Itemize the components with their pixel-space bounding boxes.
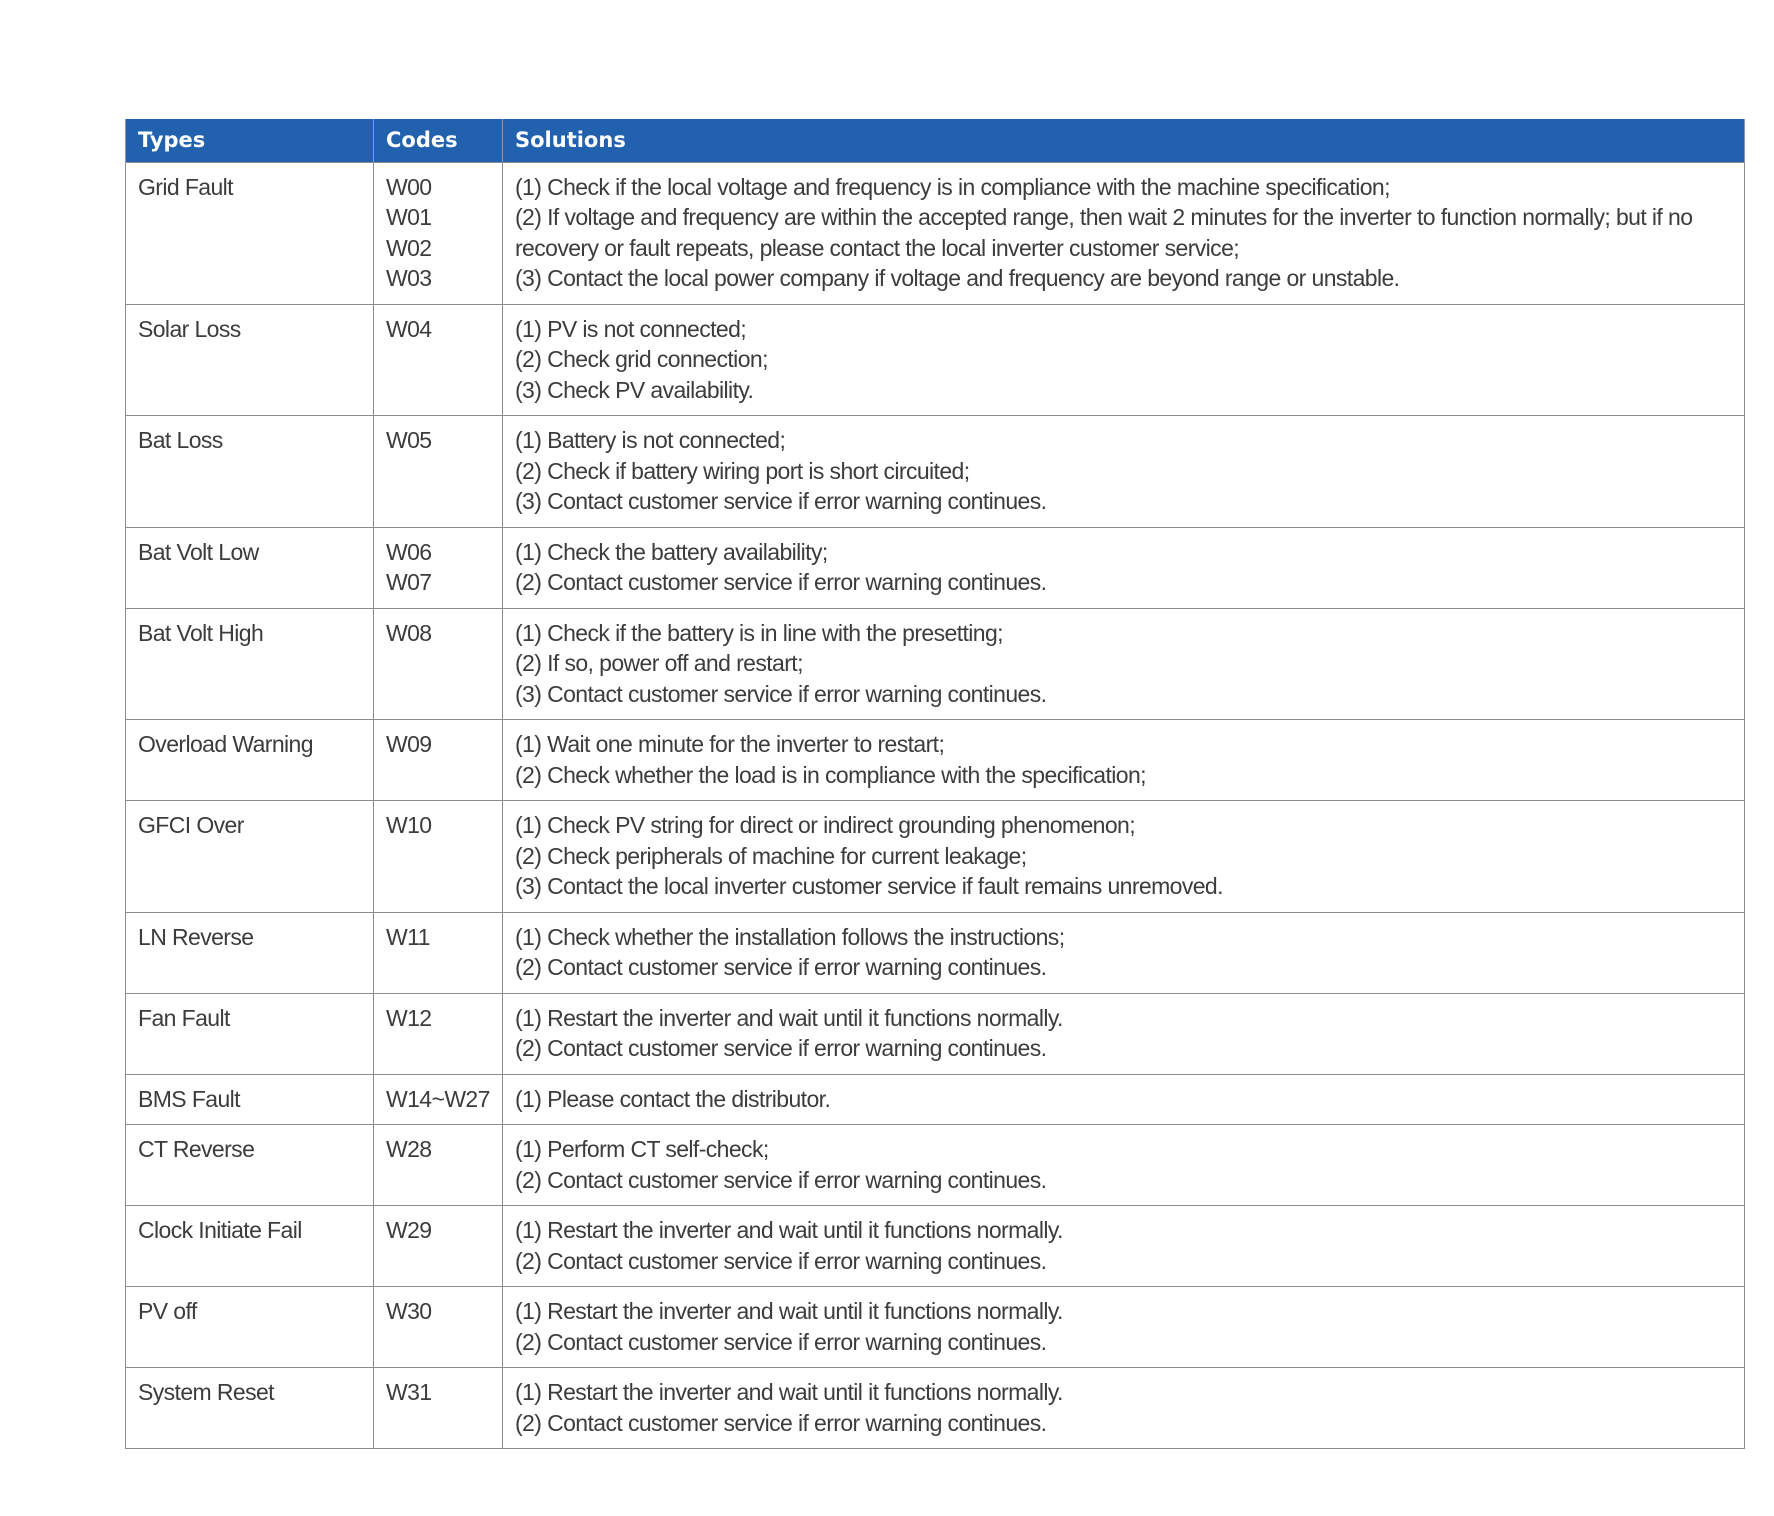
type-label: Clock Initiate Fail xyxy=(138,1217,302,1243)
solution-step: (2) Contact customer service if error warning continues. xyxy=(515,1035,1047,1061)
solution-step: (3) Contact customer service if error warning continues. xyxy=(515,680,1047,707)
type-label: GFCI Over xyxy=(138,812,244,838)
solutions-cell xyxy=(503,1125,1745,1206)
type-cell xyxy=(126,720,374,801)
type-cell xyxy=(126,912,374,993)
type-label: Solar Loss xyxy=(138,315,241,342)
type-label: Bat Loss xyxy=(138,427,223,453)
type-label: Grid Fault xyxy=(138,173,233,200)
warning-code: W01 xyxy=(386,204,432,230)
table-row xyxy=(126,1206,1745,1287)
solutions-cell xyxy=(503,416,1745,528)
warning-code: W04 xyxy=(386,315,432,342)
solutions-cell xyxy=(503,720,1745,801)
type-label: PV off xyxy=(138,1298,197,1324)
header-types: Types xyxy=(126,119,374,162)
type-cell xyxy=(126,1074,374,1125)
warning-code: W03 xyxy=(386,265,432,291)
solution-step: (2) Check whether the load is in compliance with the specification; xyxy=(515,761,1146,788)
codes-cell xyxy=(374,416,503,528)
warning-codes-table-container xyxy=(125,119,1744,1449)
warning-code: W06 xyxy=(386,538,432,565)
warning-code: W29 xyxy=(386,1217,432,1243)
table-row xyxy=(126,527,1745,608)
solutions-cell xyxy=(503,801,1745,913)
table-row xyxy=(126,416,1745,528)
solutions-cell xyxy=(503,162,1745,304)
warning-code: W08 xyxy=(386,619,432,646)
solutions-cell xyxy=(503,608,1745,720)
header-row xyxy=(126,119,1745,162)
warning-code: W31 xyxy=(386,1379,432,1405)
type-cell xyxy=(126,1125,374,1206)
solution-step: (2) Check grid connection; xyxy=(515,346,768,372)
solution-step: (1) Check PV string for direct or indirect grounding phenomenon; xyxy=(515,812,1135,838)
warning-code: W02 xyxy=(386,234,432,261)
codes-cell xyxy=(374,993,503,1074)
table-header xyxy=(126,119,1745,162)
solution-step: (1) Restart the inverter and wait until it functions normally. xyxy=(515,1379,1063,1405)
solution-step: (1) Check if the battery is in line with the presetting; xyxy=(515,619,1003,646)
solution-step: (2) If so, power off and restart; xyxy=(515,650,803,676)
type-cell xyxy=(126,1287,374,1368)
solution-step: (2) Check peripherals of machine for current leakage; xyxy=(515,842,1027,869)
solution-step: (1) PV is not connected; xyxy=(515,315,747,342)
solution-step: (2) If voltage and frequency are within the accepted range, then wait 2 minutes for the inverter to function normally; but if no recovery or fault repeats, please contact the local inverter customer service; xyxy=(515,204,1699,261)
codes-cell xyxy=(374,304,503,416)
table-row xyxy=(126,304,1745,416)
solution-step: (1) Battery is not connected; xyxy=(515,427,786,453)
codes-cell xyxy=(374,1287,503,1368)
table-row xyxy=(126,912,1745,993)
type-label: BMS Fault xyxy=(138,1085,240,1112)
codes-cell xyxy=(374,720,503,801)
solutions-cell xyxy=(503,1287,1745,1368)
table-row xyxy=(126,162,1745,304)
table-row xyxy=(126,1368,1745,1449)
solution-step: (3) Contact the local power company if voltage and frequency are beyond range or unstable. xyxy=(515,265,1400,291)
solutions-cell xyxy=(503,1074,1745,1125)
table-row xyxy=(126,801,1745,913)
solutions-cell xyxy=(503,912,1745,993)
codes-cell xyxy=(374,801,503,913)
solutions-cell xyxy=(503,304,1745,416)
type-cell xyxy=(126,1206,374,1287)
solution-step: (3) Contact customer service if error warning continues. xyxy=(515,488,1047,514)
codes-cell xyxy=(374,162,503,304)
solution-step: (3) Check PV availability. xyxy=(515,376,754,403)
type-label: Fan Fault xyxy=(138,1004,230,1031)
header-codes: Codes xyxy=(374,119,503,162)
type-cell xyxy=(126,162,374,304)
solution-step: (1) Perform CT self-check; xyxy=(515,1136,769,1162)
type-cell xyxy=(126,608,374,720)
warning-code: W11 xyxy=(386,923,430,950)
solution-step: (2) Check if battery wiring port is short circuited; xyxy=(515,457,970,484)
solutions-cell xyxy=(503,1206,1745,1287)
codes-cell xyxy=(374,527,503,608)
type-cell xyxy=(126,304,374,416)
table-row xyxy=(126,608,1745,720)
table-row xyxy=(126,1074,1745,1125)
type-label: System Reset xyxy=(138,1379,274,1405)
codes-cell xyxy=(374,608,503,720)
solutions-cell xyxy=(503,993,1745,1074)
table-row xyxy=(126,1125,1745,1206)
solution-step: (1) Restart the inverter and wait until it functions normally. xyxy=(515,1298,1063,1324)
solution-step: (1) Restart the inverter and wait until it functions normally. xyxy=(515,1004,1063,1031)
codes-cell xyxy=(374,1206,503,1287)
solution-step: (1) Please contact the distributor. xyxy=(515,1085,831,1112)
type-label: Bat Volt High xyxy=(138,619,264,646)
type-label: LN Reverse xyxy=(138,923,254,950)
type-cell xyxy=(126,416,374,528)
type-label: CT Reverse xyxy=(138,1136,255,1162)
solution-step: (1) Check if the local voltage and frequency is in compliance with the machine specification; xyxy=(515,173,1390,200)
type-cell xyxy=(126,993,374,1074)
solution-step: (2) Contact customer service if error warning continues. xyxy=(515,1247,1047,1274)
codes-cell xyxy=(374,1125,503,1206)
solution-step: (2) Contact customer service if error warning continues. xyxy=(515,569,1047,595)
warning-code: W00 xyxy=(386,173,432,200)
table-row xyxy=(126,720,1745,801)
solutions-cell xyxy=(503,1368,1745,1449)
solution-step: (2) Contact customer service if error warning continues. xyxy=(515,1328,1047,1355)
table-row xyxy=(126,993,1745,1074)
solution-step: (2) Contact customer service if error warning continues. xyxy=(515,1409,1047,1436)
solution-step: (1) Restart the inverter and wait until it functions normally. xyxy=(515,1217,1063,1243)
type-label: Overload Warning xyxy=(138,731,313,757)
warning-code: W07 xyxy=(386,569,432,595)
solution-step: (2) Contact customer service if error warning continues. xyxy=(515,954,1047,980)
codes-cell xyxy=(374,912,503,993)
header-solutions: Solutions xyxy=(503,119,1745,162)
warning-code: W12 xyxy=(386,1004,432,1031)
solution-step: (2) Contact customer service if error warning continues. xyxy=(515,1166,1047,1193)
type-cell xyxy=(126,1368,374,1449)
warning-codes-table xyxy=(125,119,1745,1449)
solution-step: (3) Contact the local inverter customer service if fault remains unremoved. xyxy=(515,873,1223,899)
table-body xyxy=(126,162,1745,1449)
warning-code: W05 xyxy=(386,427,432,453)
solution-step: (1) Wait one minute for the inverter to restart; xyxy=(515,731,945,757)
warning-code: W09 xyxy=(386,731,432,757)
solution-step: (1) Check whether the installation follows the instructions; xyxy=(515,923,1065,950)
type-cell xyxy=(126,801,374,913)
codes-cell xyxy=(374,1368,503,1449)
table-row xyxy=(126,1287,1745,1368)
warning-code: W28 xyxy=(386,1136,432,1162)
warning-code: W10 xyxy=(386,812,432,838)
warning-code: W14~W27 xyxy=(386,1085,490,1112)
warning-code: W30 xyxy=(386,1298,432,1324)
codes-cell xyxy=(374,1074,503,1125)
solutions-cell xyxy=(503,527,1745,608)
type-cell xyxy=(126,527,374,608)
solution-step: (1) Check the battery availability; xyxy=(515,538,828,565)
type-label: Bat Volt Low xyxy=(138,538,259,565)
